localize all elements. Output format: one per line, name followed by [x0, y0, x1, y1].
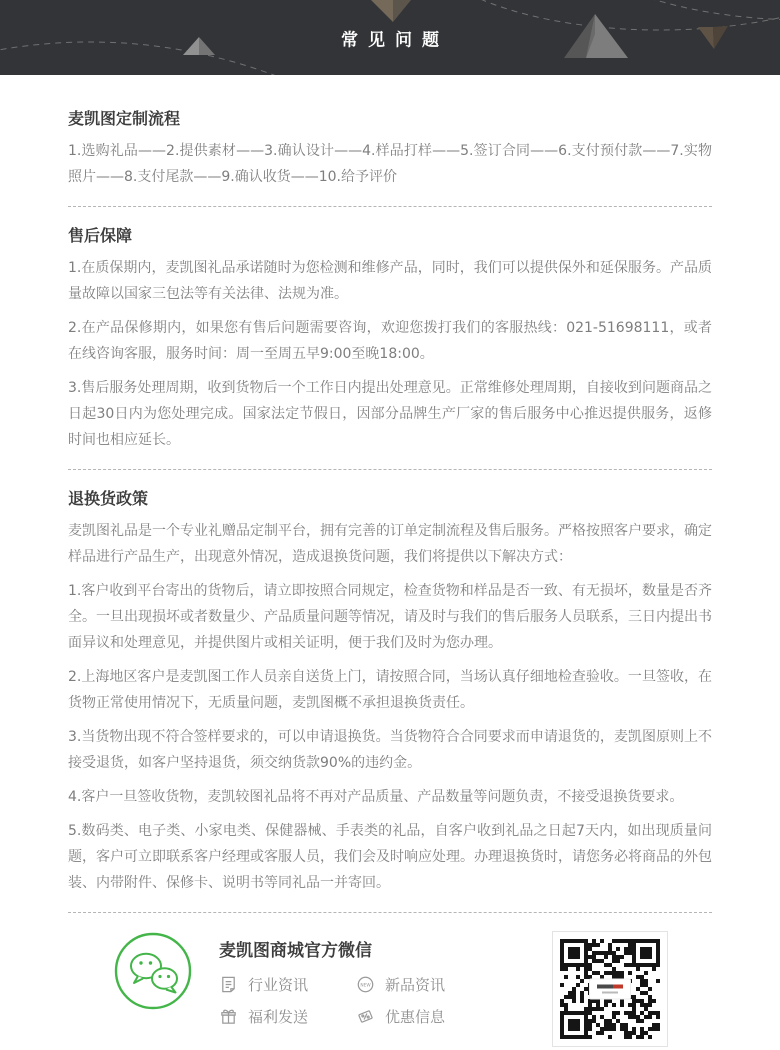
feature-item-label: 行业资讯: [248, 976, 309, 994]
custom-process-heading: 麦凯图定制流程: [68, 109, 181, 128]
wechat-info-column: [219, 936, 445, 1027]
industry-news-icon: [219, 975, 238, 994]
after-sales-paragraph: 3.售后服务处理周期，收到货物后一个工作日内提出处理意见。正常维修处理周期，自接收到问题商品之日起30日内为您处理完成。国家法定节假日，因部分品牌生产厂家的售后服务中心推迟提供服务，返修时间也相应延长。: [68, 380, 712, 448]
section-return-policy: [68, 488, 712, 896]
custom-process-flow: 1.选购礼品——2.提供素材——3.确认设计——4.样品打样——5.签订合同——6.支付预付款——7.实物照片——8.支付尾款——9.确认收货——10.给予评价: [68, 143, 712, 185]
wechat-account-title: 麦凯图商城官方微信: [219, 941, 372, 961]
return-policy-paragraph: 2.上海地区客户是麦凯图工作人员亲自送货上门，请按照合同，当场认真仔细地检查验收。一旦签收，在货物正常使用情况下，无质量问题，麦凯图概不承担退换货责任。: [68, 669, 712, 711]
after-sales-heading: 售后保障: [68, 226, 133, 245]
feature-item-new-arrivals: [356, 974, 445, 995]
coupon-icon: [356, 1007, 375, 1026]
feature-item-coupon: [356, 1006, 445, 1027]
section-divider: [68, 912, 712, 913]
feature-item-label: 新品资讯: [385, 976, 446, 994]
new-badge-text: NEW: [360, 983, 371, 989]
return-policy-paragraph: 3.当货物出现不符合签样要求的，可以申请退换货。当货物符合合同要求而申请退货的，麦凯图原则上不接受退货，如客户坚持退货，须交纳货款90%的违约金。: [68, 729, 712, 771]
feature-item-label: 福利发送: [248, 1008, 309, 1026]
feature-item-industry-news: [219, 974, 308, 995]
wechat-icon: [113, 931, 193, 1011]
wechat-feature-grid: [219, 974, 445, 1027]
after-sales-paragraph: 1.在质保期内，麦凯图礼品承诺随时为您检测和维修产品，同时，我们可以提供保外和延保服务。产品质量故障以国家三包法等有关法律、法规为准。: [68, 260, 712, 302]
return-policy-paragraph: 5.数码类、电子类、小家电类、保健器械、手表类的礼品，自客户收到礼品之日起7天内，如出现质量问题，客户可立即联系客户经理或客服人员，我们会及时响应处理。办理退换货时，请您务必将商品的外包装、内带附件、保修卡、说明书等同礼品一并寄回。: [68, 823, 712, 891]
return-policy-heading: 退换货政策: [68, 489, 149, 508]
return-policy-paragraph: 1.客户收到平台寄出的货物后，请立即按照合同规定，检查货物和样品是否一致、有无损坏，数量是否齐全。一旦出现损坏或者数量少、产品质量问题等情况，请及时与我们的售后服务人员联系，三日内提出书面异议和处理意见，并提供图片或相关证明，便于我们及时为您办理。: [68, 583, 712, 651]
gift-icon: [219, 1007, 238, 1026]
qr-code: [552, 931, 668, 1047]
qr-center-logo: [589, 979, 631, 1000]
feature-item-gift: [219, 1006, 308, 1027]
section-divider: [68, 469, 712, 470]
wechat-footer: [68, 931, 712, 1047]
after-sales-paragraph: 2.在产品保修期内，如果您有售后问题需要咨询，欢迎您拨打我们的客服热线：021-51698111，或者在线咨询客服，服务时间：周一至周五早9:00至晚18:00。: [68, 320, 712, 362]
return-policy-intro: 麦凯图礼品是一个专业礼赠品定制平台，拥有完善的订单定制流程及售后服务。严格按照客户要求，确定样品进行产品生产，出现意外情况，造成退换货问题，我们将提供以下解决方式：: [68, 523, 712, 565]
new-arrivals-icon: [356, 975, 375, 994]
section-after-sales: [68, 225, 712, 453]
return-policy-paragraph: 4.客户一旦签收货物，麦凯较图礼品将不再对产品质量、产品数量等问题负责，不接受退换货要求。: [68, 789, 684, 805]
section-divider: [68, 206, 712, 207]
feature-item-label: 优惠信息: [385, 1008, 446, 1026]
content-area: [0, 108, 780, 1047]
page-header-banner: [0, 0, 780, 75]
section-custom-process: [68, 108, 712, 190]
page-title: 常见问题: [341, 30, 449, 50]
